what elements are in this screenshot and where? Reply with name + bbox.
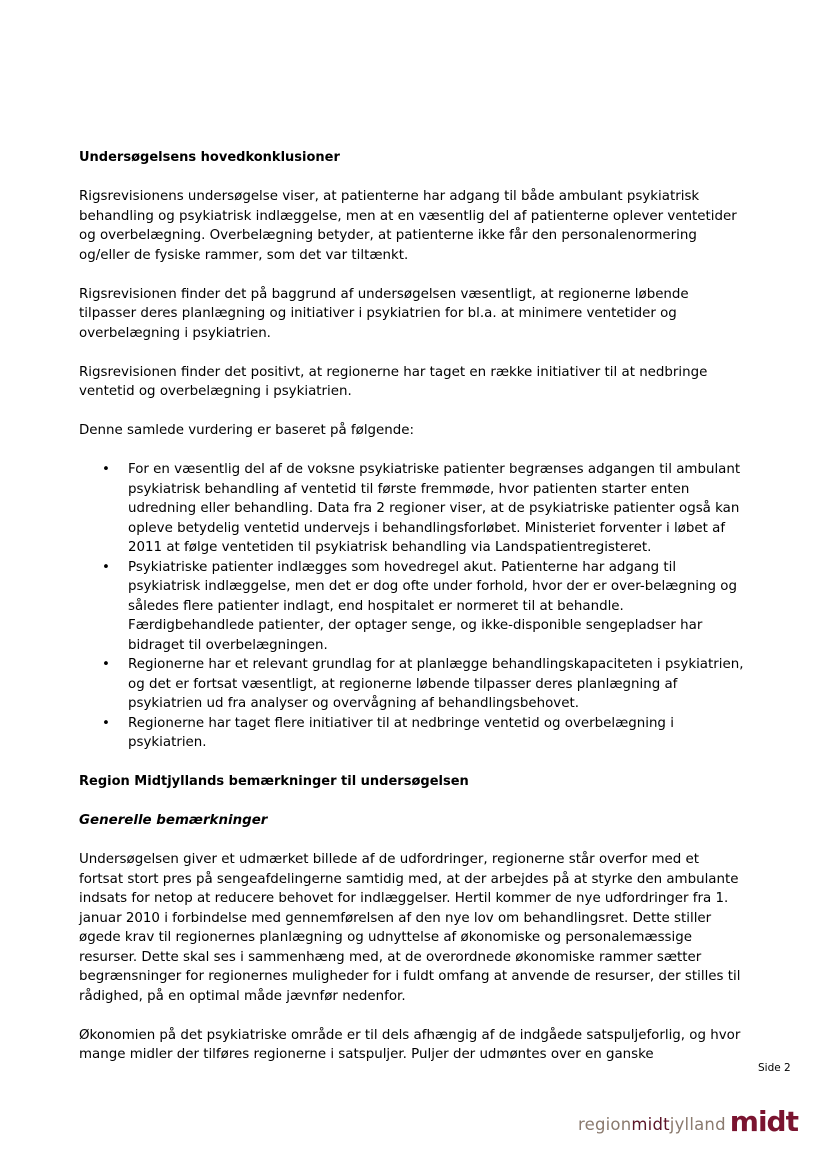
bullet-icon: • (102, 559, 110, 575)
bullet-icon: • (102, 715, 110, 731)
subheading-general-remarks: Generelle bemærkninger (79, 813, 268, 828)
logo-mark: midt (729, 1105, 798, 1138)
paragraph: Denne samlede vurdering er baseret på følgende: (79, 423, 415, 438)
paragraph: Undersøgelsen giver et udmærket billede af de udfordringer, regionerne står overfor med et fortsat stort pres på sengeafdelingerne samtidig med, at der arbejdes på at styrke den ambulante indsats for netop at reducere behovet for indlæggelser. Hertil kommer de nye udfordringer fra 1. januar 2010 i forbindelse med gennemførelsen af den nye lov om behandlingsret. Dette stiller øgede krav til regionernes planlægning og udnyttelse af økonomiske og personalemæssige resurser. Dette skal ses i sammenhæng med, at de overordnede økonomiske rammer sætter begrænsninger for regionernes muligheder for i fuldt omfang at anvende de resurser, der stilles til rådighed, på en optimal måde jævnfør nedenfor. (79, 852, 741, 1004)
list-item-text: Psykiatriske patienter indlægges som hovedregel akut. Patienterne har adgang til psykiatrisk indlæggelse, men det er dog ofte under forhold, hvor der er over-belægning og således flere patienter indlagt, end hospitalet er normeret til at behandle. Færdigbehandlede patienter, der optager senge, og ikke-disponible sengepladser har bidraget til overbelægningen. (128, 559, 737, 653)
paragraph: Rigsrevisionen finder det på baggrund af undersøgelsen væsentligt, at regionerne løbende tilpasser deres planlægning og initiativer i psykiatrien for bl.a. at minimere ventetider og overbelægning i psykiatrien. (79, 286, 689, 341)
section-heading-remarks: Region Midtjyllands bemærkninger til undersøgelsen (79, 774, 469, 789)
bullet-icon: • (102, 462, 110, 477)
region-midtjylland-logo (578, 1105, 798, 1138)
paragraph: Rigsrevisionen finder det positivt, at regionerne har taget en række initiativer til at nedbringe ventetid og overbelægning i psykiatrien. (79, 364, 708, 399)
list-item-text: For en væsentlig del af de voksne psykiatriske patienter begrænses adgangen til ambulant psykiatrisk behandling af ventetid til første fremmøde, hvor patienten starter enten udredning eller behandling. Data fra 2 regioner viser, at de psykiatriske patienter også kan opleve betydelig ventetid undervejs i behandlingsforløbet. Ministeriet forventer i løbet af 2011 at følge ventetiden til psykiatrisk behandling via Landspatientregisteret. (128, 462, 741, 555)
list-item (79, 558, 747, 656)
section-heading-conclusions: Undersøgelsens hovedkonklusioner (79, 150, 340, 165)
paragraph: Økonomien på det psykiatriske område er til dels afhængig af de indgåede satspuljeforlig, og hvor mange midler der tilføres regionerne i satspuljer. Puljer der udmøntes over en ganske (79, 1027, 741, 1062)
list-item (79, 460, 747, 558)
document-body (79, 148, 747, 1065)
logo-wordmark: regionmidtjylland (578, 1115, 726, 1134)
list-item (79, 655, 747, 714)
page-number: Side 2 (758, 1062, 791, 1074)
paragraph: Rigsrevisionens undersøgelse viser, at patienterne har adgang til både ambulant psykiatrisk behandling og psykiatrisk indlæggelse, men at en væsentlig del af patienterne oplever ventetider og overbelægning. Overbelægning betyder, at patienterne ikke får den personalenormering og/eller de fysiske rammer, som det var tiltænkt. (79, 189, 737, 263)
bullet-icon: • (102, 657, 110, 672)
list-item-text: Regionerne har et relevant grundlag for at planlægge behandlingskapaciteten i psykiatrien, og det er fortsat væsentligt, at regionerne løbende tilpasser deres planlægning af psykiatrien ud fra analyser og overvågning af behandlingsbehovet. (128, 657, 744, 711)
list-item-text: Regionerne har taget flere initiativer til at nedbringe ventetid og overbelægning i psykiatrien. (128, 715, 674, 750)
bullet-list (79, 460, 747, 753)
list-item (79, 714, 747, 753)
